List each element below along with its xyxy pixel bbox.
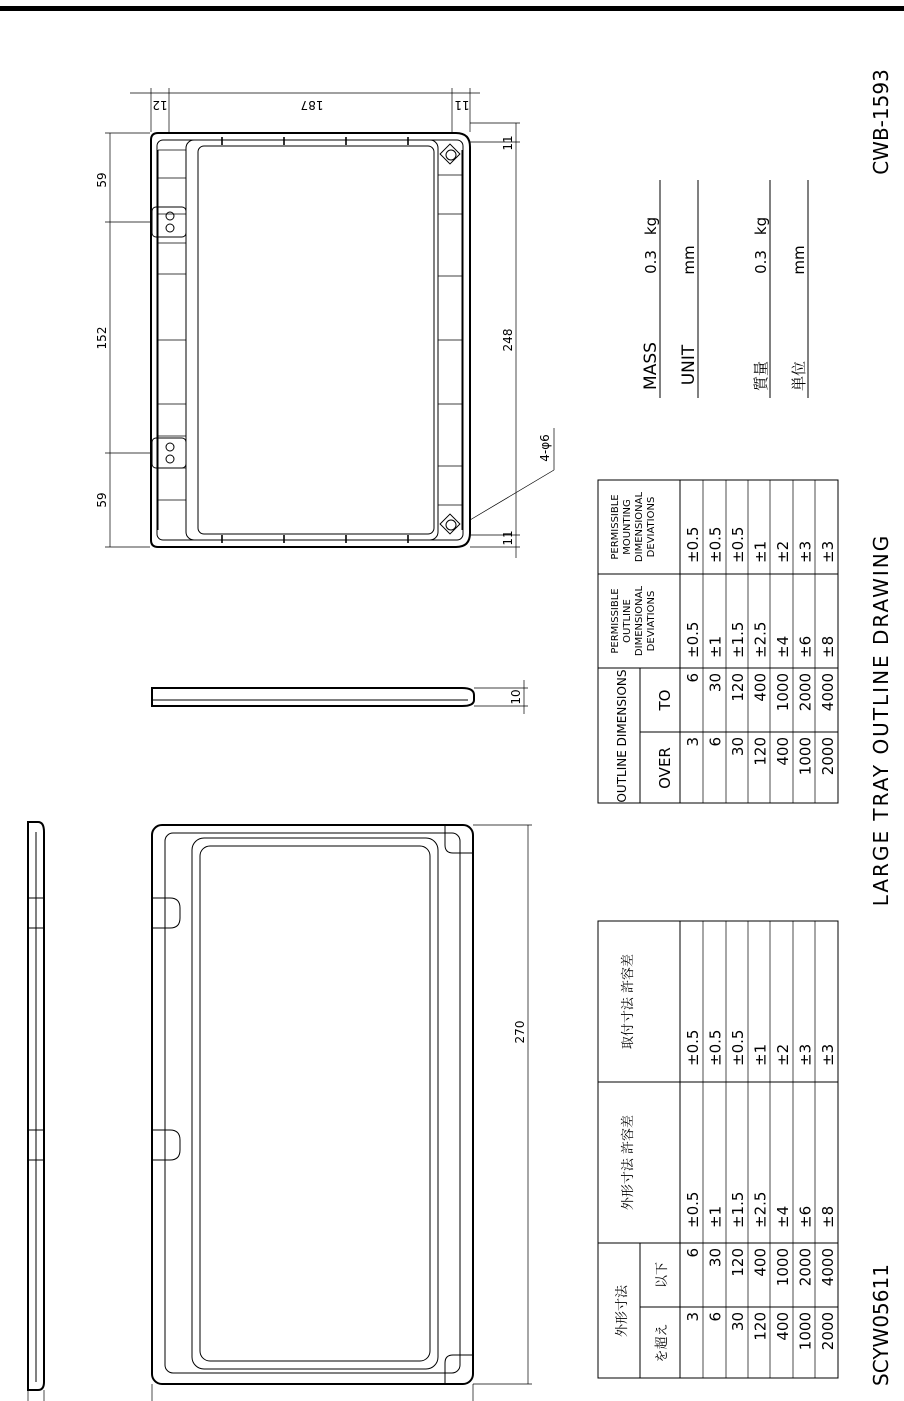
mass-unit: kg xyxy=(642,216,660,236)
table-jp-header-outline: 外形寸法 xyxy=(615,1284,630,1338)
table-jp-rows-cell-over: 3 xyxy=(684,1312,702,1322)
drawing-number-top: CWB-1593 xyxy=(869,69,893,175)
table-en-rows-cell-outline: ±8 xyxy=(819,635,837,658)
table-en-rows-cell-over: 3 xyxy=(684,737,702,747)
table-jp-header-mount-dev: 取付寸法 許容差 xyxy=(621,953,636,1050)
drawing-title: LARGE TRAY OUTLINE DRAWING xyxy=(869,533,893,907)
mass-value: 0.3 xyxy=(642,250,660,274)
table-jp-rows-cell-to: 1000 xyxy=(774,1248,792,1287)
spec-block xyxy=(641,180,808,398)
table-jp-rows-cell-outline: ±8 xyxy=(819,1205,837,1228)
table-jp-rows-cell-mount: ±0.5 xyxy=(706,1029,725,1066)
table-jp-rows-cell-outline: ±1 xyxy=(706,1205,725,1228)
dim-length: 248 xyxy=(501,328,515,352)
unit-value: mm xyxy=(680,245,698,275)
table-jp-rows-cell-outline: ±1.5 xyxy=(729,1191,747,1228)
table-en-rows-cell-to: 6 xyxy=(684,673,702,683)
dim-pitch-mid: 152 xyxy=(95,326,109,350)
top-view-dimensions xyxy=(105,88,554,558)
mass-value-jp: 0.3 xyxy=(752,250,770,274)
table-en-rows-cell-outline: ±2.5 xyxy=(751,621,770,658)
table-en-rows-cell-outline: ±1.5 xyxy=(729,621,747,658)
table-jp-rows-cell-to: 6 xyxy=(684,1248,702,1258)
table-jp-rows-cell-over: 30 xyxy=(729,1312,747,1332)
table-en-rows-cell-mount: ±0.5 xyxy=(684,526,702,563)
table-jp-rows-cell-to: 2000 xyxy=(796,1248,815,1287)
table-en-rows-cell-to: 1000 xyxy=(774,673,792,712)
table-jp-rows-cell-mount: ±3 xyxy=(796,1043,815,1066)
table-jp-rows-cell-to: 4000 xyxy=(819,1248,837,1287)
table-en-header-mount-dev: PERMISSIBLE MOUNTING DIMENSIONAL DEVIATIONS xyxy=(610,491,657,563)
table-en-rows-cell-mount: ±3 xyxy=(819,540,837,563)
table-jp-rows-cell-mount: ±1 xyxy=(751,1043,770,1066)
table-en-rows-cell-to: 4000 xyxy=(819,673,837,712)
table-jp-rows-cell-over: 2000 xyxy=(819,1312,837,1351)
dim-width-right: 11 xyxy=(454,98,470,112)
mass-unit-jp: kg xyxy=(752,216,770,236)
unit-label-jp: 単位 xyxy=(790,360,808,392)
table-jp-rows-cell-mount: ±0.5 xyxy=(684,1029,702,1066)
table-en-rows-cell-mount: ±3 xyxy=(796,540,815,563)
table-jp-rows-cell-to: 400 xyxy=(751,1248,770,1277)
dim-pitch-lower: 59 xyxy=(95,492,109,508)
table-en-rows-cell-to: 120 xyxy=(729,673,747,702)
tolerance-table-en xyxy=(598,480,838,803)
dim-end-upper: 11 xyxy=(501,135,515,151)
side-profile xyxy=(152,680,528,714)
table-jp-rows-cell-mount: ±3 xyxy=(819,1043,837,1066)
dim-end-lower: 11 xyxy=(501,530,515,546)
table-en-rows-cell-outline: ±4 xyxy=(774,635,792,658)
table-en-rows-cell-over: 2000 xyxy=(819,737,837,776)
edge-view xyxy=(8,822,64,1401)
top-view xyxy=(151,133,470,547)
table-en-rows-cell-over: 6 xyxy=(706,737,725,747)
dim-pitch-upper: 59 xyxy=(95,172,109,188)
table-jp-header-outline-dev: 外形寸法 許容差 xyxy=(621,1114,636,1211)
table-jp-rows-cell-mount: ±2 xyxy=(774,1043,792,1066)
dim-side-height: 10 xyxy=(509,689,523,705)
table-en-header-outline: OUTLINE DIMENSIONS xyxy=(615,669,629,803)
drawing-number-bottom: SCYW05611 xyxy=(869,1264,893,1386)
table-en-rows-cell-mount: ±2 xyxy=(774,540,792,563)
dim-width-mid: 187 xyxy=(300,98,324,112)
table-jp-header-over: を超え xyxy=(655,1323,670,1363)
table-en-rows-cell-outline: ±6 xyxy=(796,635,815,658)
table-en-rows-cell-over: 1000 xyxy=(796,737,815,776)
front-view xyxy=(152,825,532,1401)
table-jp-rows-cell-to: 120 xyxy=(729,1248,747,1277)
mass-label: MASS xyxy=(641,342,661,390)
table-en-rows-cell-outline: ±1 xyxy=(706,635,725,658)
table-jp-rows-cell-outline: ±2.5 xyxy=(751,1191,770,1228)
table-en-rows-cell-over: 400 xyxy=(774,737,792,766)
table-jp-header-to: 以下 xyxy=(655,1261,670,1289)
table-en-rows-cell-to: 2000 xyxy=(796,673,815,712)
dim-front-length: 270 xyxy=(513,1020,527,1044)
table-en-header-outline-dev: PERMISSIBLE OUTLINE DIMENSIONAL DEVIATIONS xyxy=(610,585,657,657)
table-en-rows-cell-to: 400 xyxy=(751,673,770,702)
table-jp-rows-cell-outline: ±0.5 xyxy=(684,1191,702,1228)
table-jp-rows-cell-over: 1000 xyxy=(796,1312,815,1351)
table-en-rows-cell-over: 120 xyxy=(751,737,770,766)
mass-label-jp: 質量 xyxy=(752,360,770,392)
table-en-rows-cell-mount: ±0.5 xyxy=(706,526,725,563)
holes-note: 4-φ6 xyxy=(538,434,552,462)
table-jp-rows-cell-over: 400 xyxy=(774,1312,792,1341)
table-en-header-to: TO xyxy=(656,689,674,711)
unit-label: UNIT xyxy=(679,344,699,386)
dim-width-left: 12 xyxy=(152,98,168,112)
table-jp-rows-cell-over: 6 xyxy=(706,1312,725,1322)
table-en-header-over: OVER xyxy=(656,747,674,789)
tolerance-table-jp xyxy=(598,921,838,1378)
table-en-rows-cell-mount: ±1 xyxy=(751,540,770,563)
unit-value-jp: mm xyxy=(790,245,808,275)
table-jp-rows-cell-outline: ±4 xyxy=(774,1205,792,1228)
table-en-rows-cell-outline: ±0.5 xyxy=(684,621,702,658)
table-jp-rows-cell-to: 30 xyxy=(706,1248,725,1268)
table-jp-rows-cell-over: 120 xyxy=(751,1312,770,1341)
table-jp-rows-cell-mount: ±0.5 xyxy=(729,1029,747,1066)
table-en-rows-cell-over: 30 xyxy=(729,737,747,757)
table-en-rows-cell-to: 30 xyxy=(706,673,725,693)
table-en-rows-cell-mount: ±0.5 xyxy=(729,526,747,563)
table-jp-rows-cell-outline: ±6 xyxy=(796,1205,815,1228)
